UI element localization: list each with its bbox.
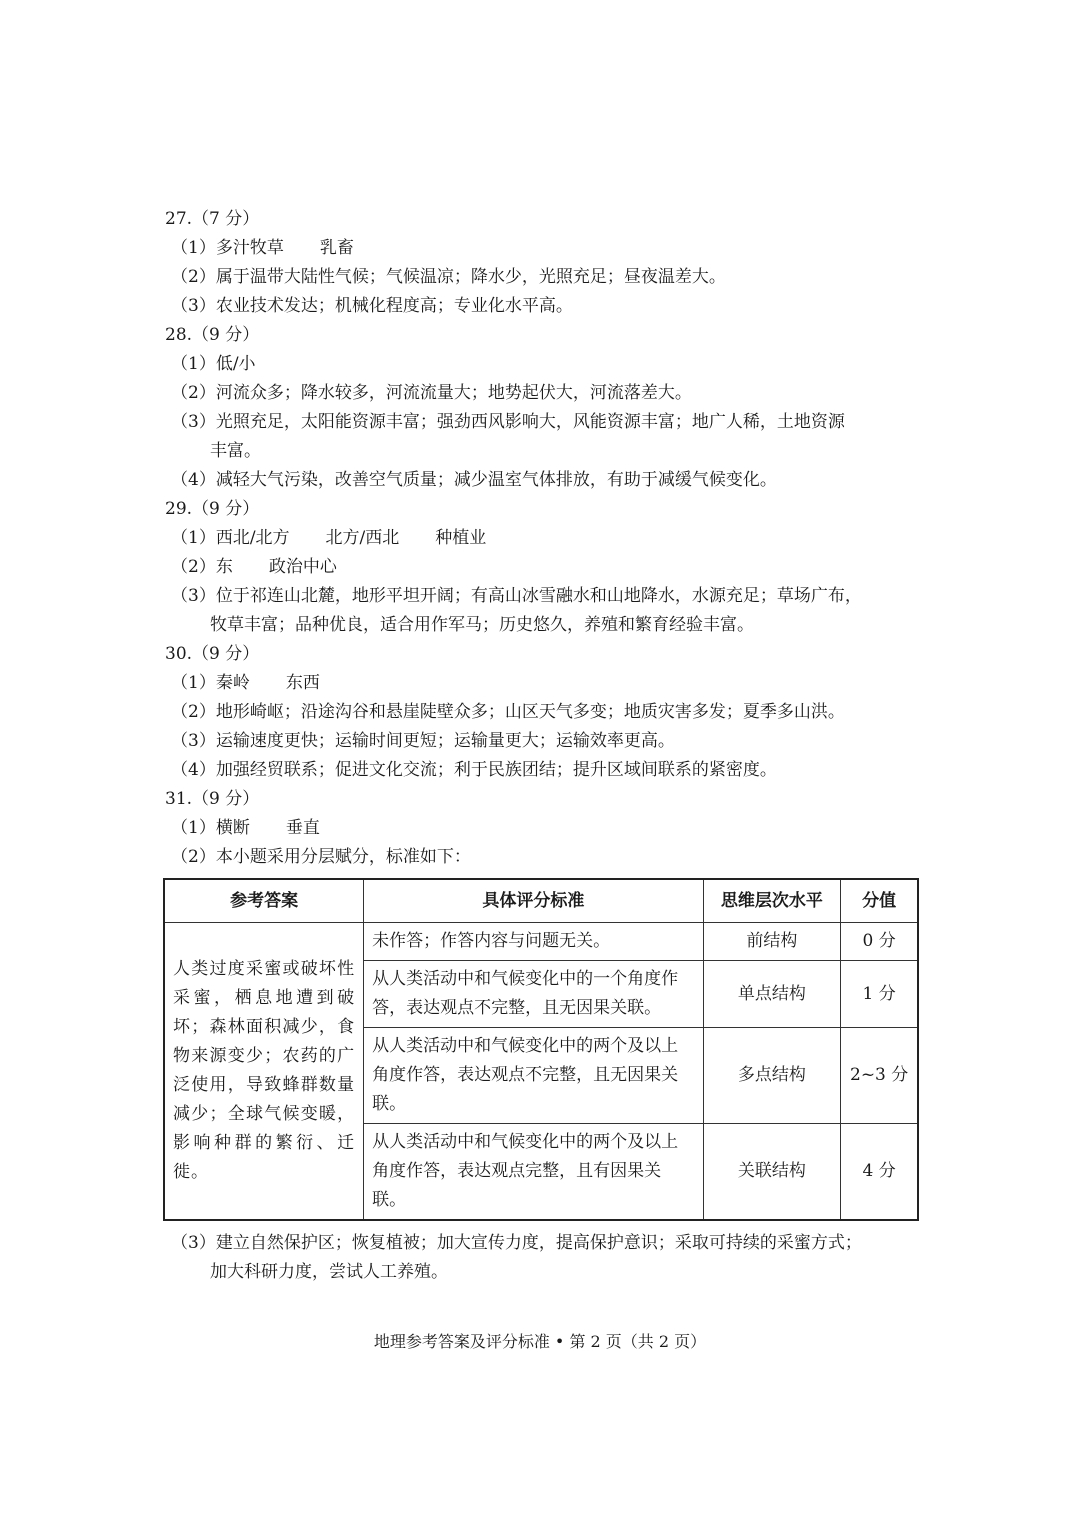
- answer-line: （2）属于温带大陆性气候；气候温凉；降水少，光照充足；昼夜温差大。: [171, 267, 726, 287]
- question-header: 31.（9 分）: [165, 789, 260, 809]
- answer-line: （2）河流众多；降水较多，河流流量大；地势起伏大，河流落差大。: [171, 383, 692, 403]
- answer-line: （4）加强经贸联系；促进文化交流；利于民族团结；提升区域间联系的紧密度。: [171, 760, 777, 780]
- table-header-row: [164, 879, 918, 923]
- table-header: 分值: [841, 879, 918, 923]
- answer-line: （1）多汁牧草 乳畜: [171, 238, 354, 258]
- answer-line: （3）运输速度更快；运输时间更短；运输量更大；运输效率更高。: [171, 731, 675, 751]
- level-cell: 多点结构: [703, 1028, 841, 1124]
- question-28: [163, 321, 919, 495]
- reference-answer-cell: 人类过度采蜜或破坏性采蜜，栖息地遭到破坏；森林面积减少，食物来源变少；农药的广泛使用，导致蜂群数量减少；全球气候变暖，影响种群的繁衍、迁徙。: [164, 923, 364, 1221]
- question-header: 29.（9 分）: [165, 499, 260, 519]
- question-header: 30.（9 分）: [165, 644, 260, 664]
- answer-line-continued: 牧草丰富；品种优良，适合用作军马；历史悠久，养殖和繁育经验丰富。: [210, 615, 754, 635]
- criteria-cell: 从人类活动中和气候变化中的两个及以上角度作答，表达观点完整，且有因果关联。: [364, 1124, 703, 1221]
- answer-line: （3）建立自然保护区；恢复植被；加大宣传力度，提高保护意识；采取可持续的采蜜方式；: [171, 1233, 862, 1253]
- answer-line: （1）西北/北方 北方/西北 种植业: [171, 528, 487, 548]
- level-cell: 关联结构: [703, 1124, 841, 1221]
- score-cell: 2~3 分: [841, 1028, 918, 1124]
- question-header: 27.（7 分）: [165, 209, 260, 229]
- score-cell: 4 分: [841, 1124, 918, 1221]
- question-29: [163, 495, 919, 640]
- criteria-cell: 从人类活动中和气候变化中的两个及以上角度作答，表达观点不完整，且无因果关联。: [364, 1028, 703, 1124]
- question-30: [163, 640, 919, 785]
- answer-line: （4）减轻大气污染，改善空气质量；减少温室气体排放，有助于减缓气候变化。: [171, 470, 777, 490]
- answer-line: （2）东 政治中心: [171, 557, 337, 577]
- answer-line: （1）低/小: [171, 354, 256, 374]
- criteria-cell: 从人类活动中和气候变化中的一个角度作答，表达观点不完整，且无因果关联。: [364, 961, 703, 1028]
- answer-line: （1）秦岭 东西: [171, 673, 320, 693]
- answer-line: （2）地形崎岖；沿途沟谷和悬崖陡壁众多；山区天气多变；地质灾害多发；夏季多山洪。: [171, 702, 845, 722]
- answer-line-continued: 丰富。: [210, 441, 261, 461]
- question-31: [163, 785, 919, 872]
- answer-line: （3）位于祁连山北麓，地形平坦开阔；有高山冰雪融水和山地降水，水源充足；草场广布，: [171, 586, 862, 606]
- level-cell: 单点结构: [703, 961, 841, 1028]
- criteria-cell: 未作答；作答内容与问题无关。: [364, 923, 703, 961]
- answer-line: （1）横断 垂直: [171, 818, 320, 838]
- answer-line: （2）本小题采用分层赋分，标准如下：: [171, 847, 471, 867]
- answer-line-continued: 加大科研力度，尝试人工养殖。: [210, 1262, 448, 1282]
- score-cell: 1 分: [841, 961, 918, 1028]
- level-cell: 前结构: [703, 923, 841, 961]
- score-cell: 0 分: [841, 923, 918, 961]
- question-27: [163, 205, 919, 321]
- answer-line: （3）光照充足，太阳能资源丰富；强劲西风影响大，风能资源丰富；地广人稀，土地资源: [171, 412, 845, 432]
- table-header: 参考答案: [164, 879, 364, 923]
- answer-sheet: [163, 205, 919, 1287]
- page-footer: 地理参考答案及评分标准 • 第 2 页（共 2 页）: [373, 1332, 707, 1351]
- question-31-part-3: [163, 1229, 919, 1287]
- table-header: 具体评分标准: [364, 879, 703, 923]
- question-header: 28.（9 分）: [165, 325, 260, 345]
- answer-line: （3）农业技术发达；机械化程度高；专业化水平高。: [171, 296, 573, 316]
- scoring-table: [163, 878, 919, 1221]
- table-row: [164, 923, 918, 961]
- table-header: 思维层次水平: [703, 879, 841, 923]
